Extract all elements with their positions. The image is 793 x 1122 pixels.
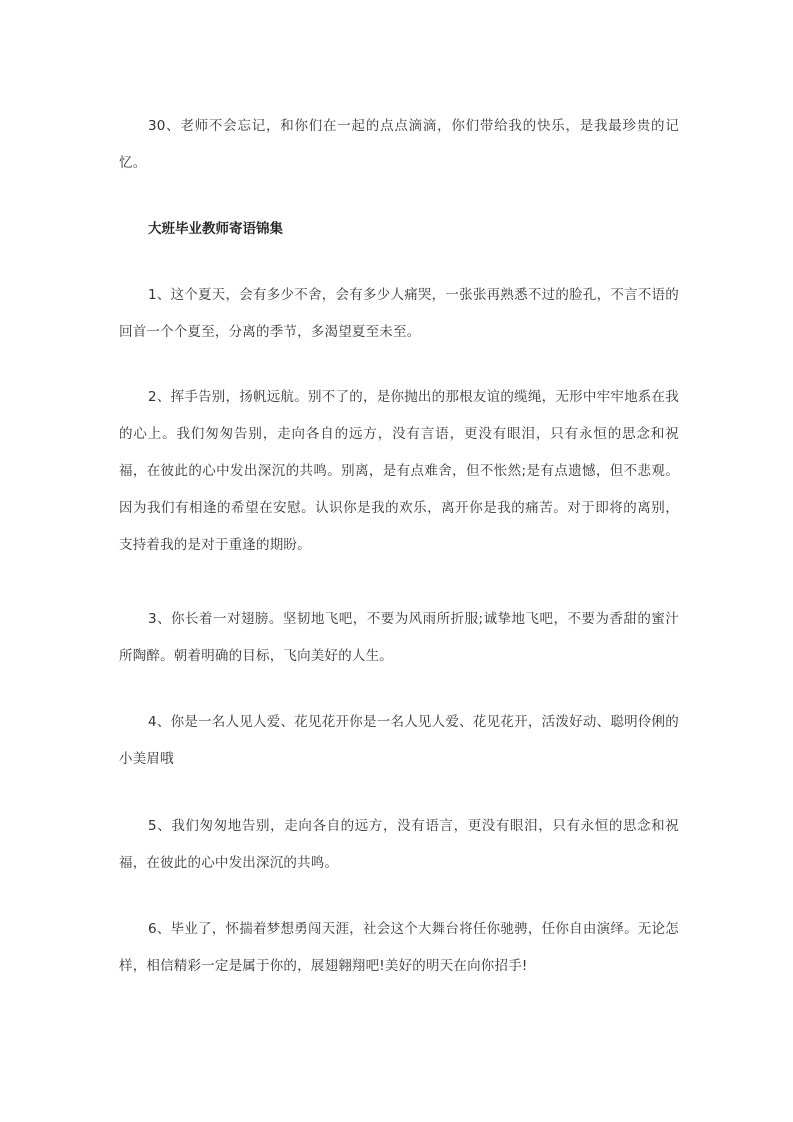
intro-paragraph: 30、老师不会忘记，和你们在一起的点点滴滴，你们带给我的快乐，是我最珍贵的记忆。 [119,118,679,171]
paragraph-4: 4、你是一名人见人爱、花见花开你是一名人见人爱、花见花开，活泼好动、聪明伶俐的小美眉哦 [119,714,679,767]
paragraph-5: 5、我们匆匆地告别，走向各自的远方，没有语言，更没有眼泪，只有永恒的思念和祝福，在彼此的心中发出深沉的共鸣。 [119,818,679,871]
paragraph-3: 3、你长着一对翅膀。坚韧地飞吧，不要为风雨所折服;诚挚地飞吧，不要为香甜的蜜汁所陶醉。朝着明确的目标，飞向美好的人生。 [119,611,679,664]
paragraph-2: 2、挥手告别，扬帆远航。别不了的，是你抛出的那根友谊的缆绳，无形中牢牢地系在我的心上。我们匆匆告别，走向各自的远方，没有言语，更没有眼泪，只有永恒的思念和祝福，在彼此的心中发出深沉的共鸣。别离，是有点难舍，但不怅然;是有点遗憾，但不悲观。因为我们有相逢的希望在安慰。认识你是我的欢乐，离开你是我的痛苦。对于即将的离别，支持着我的是对于重逢的期盼。 [119,389,679,553]
paragraph-6: 6、毕业了，怀揣着梦想勇闯天涯，社会这个大舞台将任你驰骋，任你自由演绎。无论怎样，相信精彩一定是属于你的，展翅翱翔吧!美好的明天在向你招手! [119,921,679,974]
paragraph-1: 1、这个夏天，会有多少不舍，会有多少人痛哭，一张张再熟悉不过的脸孔，不言不语的回首一个个夏至，分离的季节，多渴望夏至未至。 [119,287,679,340]
section-heading: 大班毕业教师寄语锦集 [148,221,283,237]
